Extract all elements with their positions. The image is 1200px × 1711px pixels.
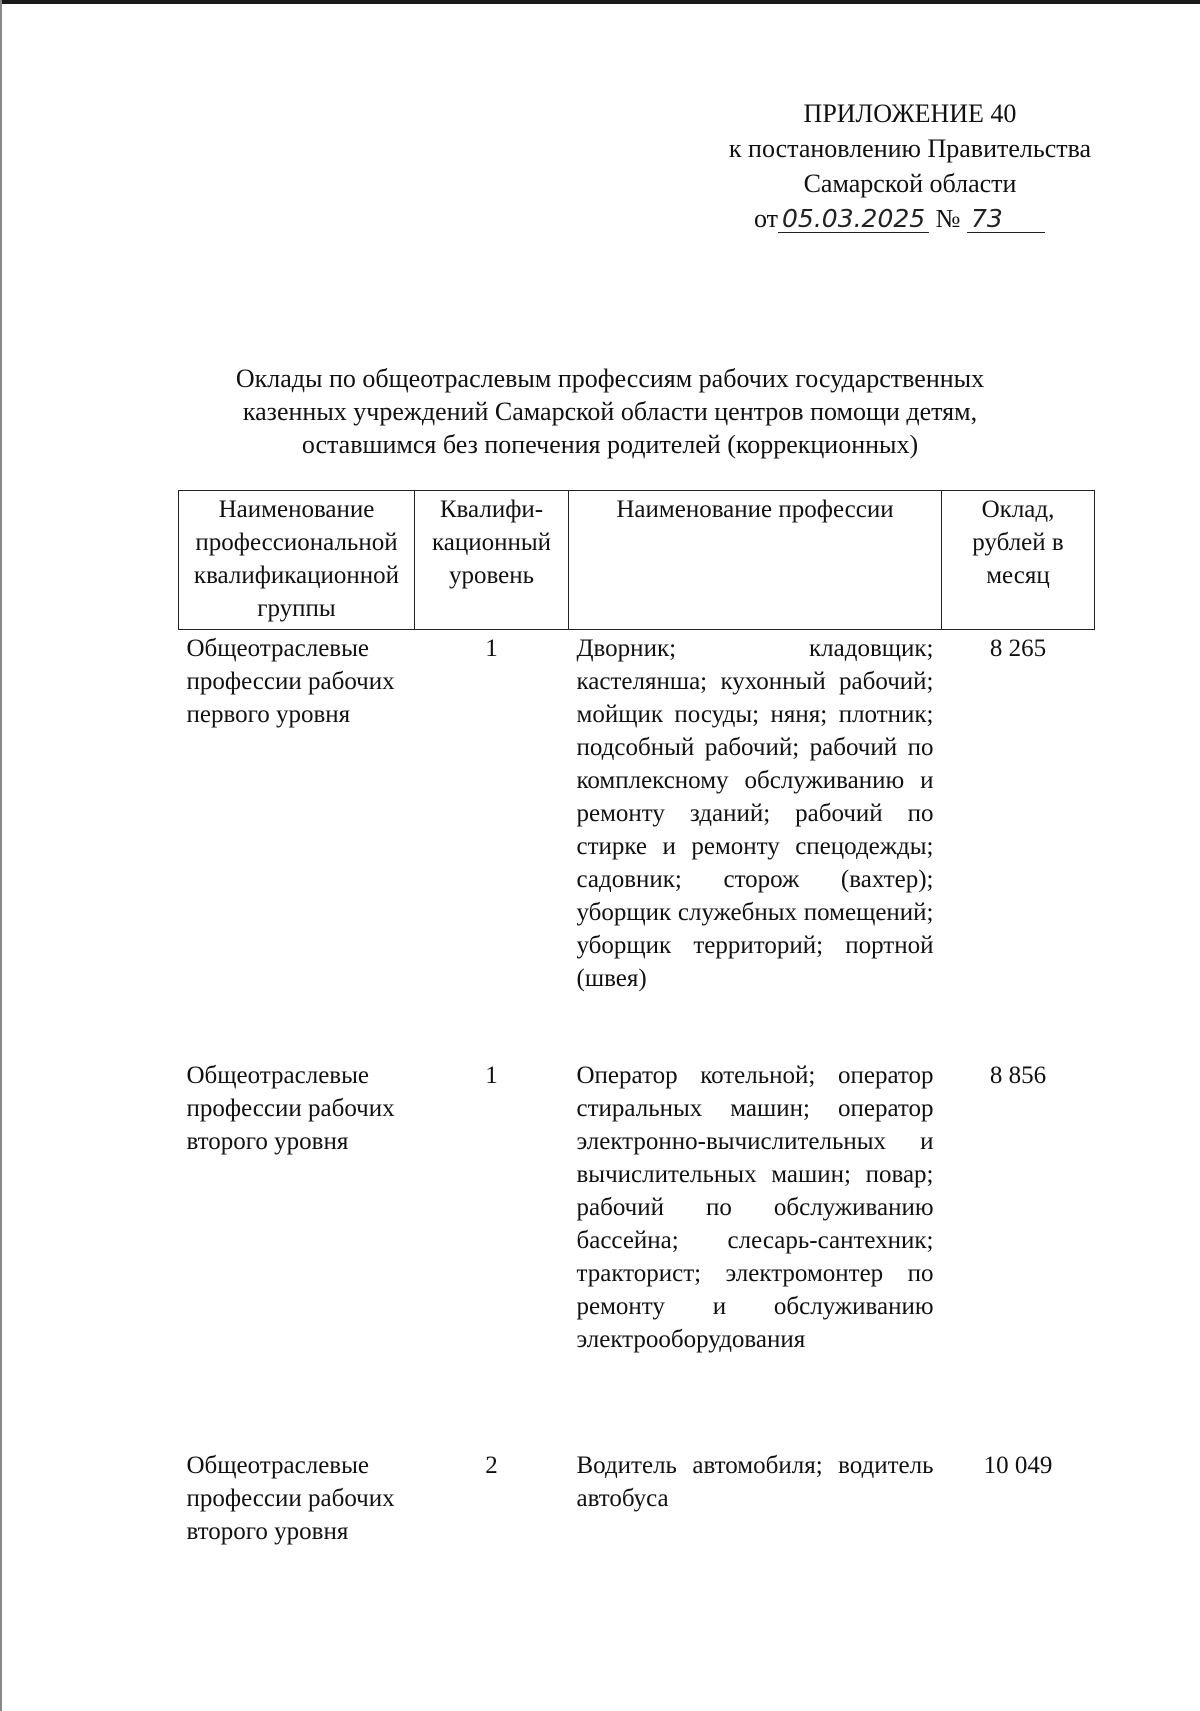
header-profession: Наименование профессии: [569, 491, 942, 630]
level-cell: 1: [485, 1061, 498, 1089]
group-cell: Общеотраслевые профессии рабочих первого уровня: [186, 635, 395, 728]
profession-cell: Дворник; кладовщик; кастелянша; кухонный рабочий; мойщик посуды; няня; плотник; подсобный рабочий; рабочий по комплексному обслуживанию и ремонту зданий; рабочий по стирке и ремонту спецодежды; садовник; сторож (вахтер); уборщик служебных помещений; уборщик территорий; портной (швея): [576, 635, 934, 992]
date-number-line: [700, 201, 1120, 236]
table-row: [179, 630, 1095, 1057]
date-prefix: от: [754, 204, 779, 233]
salary-cell: 8 265: [989, 635, 1047, 662]
header-group: Наименование профессиональной квалификационной группы: [179, 491, 415, 630]
header-salary: Оклад, рублей в месяц: [942, 491, 1095, 630]
group-cell: Общеотраслевые профессии рабочих второго уровня: [186, 1061, 395, 1155]
scan-edge-left: [0, 0, 2, 1711]
appendix-label: ПРИЛОЖЕНИЕ 40: [803, 99, 1017, 128]
profession-cell: Оператор котельной; оператор стиральных машин; оператор электронно-вычислительных и вычислительных машин; повар; рабочий по обслуживанию бассейна; слесарь-сантехник; тракторист; электромонтер по ремонту и обслуживанию электрооборудования: [576, 1061, 934, 1353]
level-cell: 1: [485, 635, 498, 662]
header-level: Квалифи-кационный уровень: [415, 491, 569, 630]
number-prefix: №: [935, 204, 961, 233]
profession-cell: Водитель автомобиля; водитель автобуса: [576, 1451, 934, 1512]
handwritten-number: 73: [967, 206, 1045, 233]
level-cell: 2: [485, 1451, 498, 1479]
resolution-reference: к постановлению Правительства: [728, 134, 1092, 163]
document-title: [180, 362, 1040, 461]
region-name: Самарской области: [803, 169, 1017, 198]
salary-cell: 8 856: [989, 1061, 1047, 1089]
title-line-1: Оклады по общеотраслевым профессиям рабочих государственных: [235, 364, 985, 393]
table-row: [179, 1447, 1095, 1567]
handwritten-date: 05.03.2025: [778, 206, 929, 233]
group-cell: Общеотраслевые профессии рабочих второго уровня: [186, 1451, 395, 1545]
approval-header: [700, 96, 1120, 236]
salary-table: [178, 490, 1095, 1567]
table-row: [179, 1057, 1095, 1447]
title-line-3: оставшимся без попечения родителей (коррекционных): [301, 430, 919, 459]
salary-cell: 10 049: [983, 1451, 1053, 1479]
table-header-row: [179, 491, 1095, 630]
title-line-2: казенных учреждений Самарской области центров помощи детям,: [242, 397, 978, 426]
scan-edge-top: [0, 0, 1200, 4]
